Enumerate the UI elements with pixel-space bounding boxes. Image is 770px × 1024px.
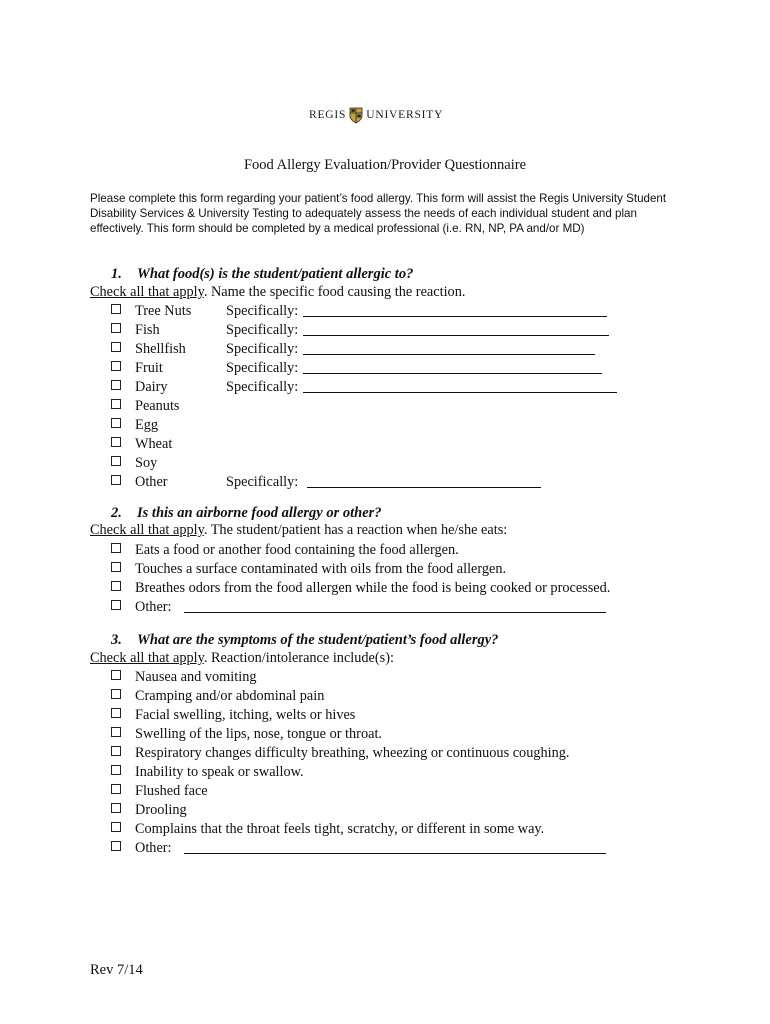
q3-option-respiratory[interactable] — [111, 744, 570, 763]
option-label: Respiratory changes difficulty breathing, wheezing or continuous coughing. — [135, 745, 570, 761]
q3-instruction — [90, 650, 394, 667]
q3-check-all: Check all that apply — [90, 650, 204, 666]
specifically-shellfish — [226, 340, 595, 359]
checkbox[interactable] — [111, 380, 121, 390]
option-label: Fish — [135, 322, 160, 338]
checkbox[interactable] — [111, 689, 121, 699]
option-label: Other: — [135, 840, 172, 856]
option-label: Drooling — [135, 802, 187, 818]
q2-check-all: Check all that apply — [90, 522, 204, 538]
checkbox[interactable] — [111, 841, 121, 851]
q1-option-shellfish[interactable] — [111, 340, 186, 359]
specifically-field[interactable] — [303, 361, 602, 374]
option-label: Breathes odors from the food allergen while the food is being cooked or processed. — [135, 580, 611, 596]
checkbox[interactable] — [111, 727, 121, 737]
checkbox[interactable] — [111, 670, 121, 680]
specifically-label: Specifically: — [226, 360, 299, 376]
checkbox[interactable] — [111, 323, 121, 333]
specifically-field[interactable] — [303, 304, 607, 317]
q1-option-egg[interactable] — [111, 416, 158, 435]
checkbox[interactable] — [111, 784, 121, 794]
q2-instruction — [90, 522, 507, 539]
specifically-label: Specifically: — [226, 341, 299, 357]
q1-option-dairy[interactable] — [111, 378, 168, 397]
checkbox[interactable] — [111, 543, 121, 553]
option-label: Fruit — [135, 360, 163, 376]
q3-number: 3. — [111, 632, 122, 648]
checkbox[interactable] — [111, 708, 121, 718]
option-label: Facial swelling, itching, welts or hives — [135, 707, 356, 723]
option-label: Egg — [135, 417, 159, 433]
q3-other-field[interactable] — [184, 841, 606, 854]
option-label: Complains that the throat feels tight, scratchy, or different in some way. — [135, 821, 545, 837]
checkbox[interactable] — [111, 600, 121, 610]
q1-instruction-text: . Name the specific food causing the reaction. — [203, 284, 466, 300]
q2-option-other[interactable] — [111, 598, 606, 617]
regis-university-logo — [309, 106, 461, 124]
q3-option-flushed-face[interactable] — [111, 782, 208, 801]
q3-option-throat-tight[interactable] — [111, 820, 544, 839]
logo-text-regis: REGIS — [309, 109, 347, 121]
checkbox[interactable] — [111, 746, 121, 756]
q1-option-other[interactable] — [111, 473, 168, 492]
option-label: Touches a surface contaminated with oils from the food allergen. — [135, 561, 507, 577]
q2-number: 2. — [111, 505, 122, 521]
q3-question: What are the symptoms of the student/patient’s food allergy? — [137, 632, 499, 648]
q3-option-other[interactable] — [111, 839, 606, 858]
option-label: Inability to speak or swallow. — [135, 764, 304, 780]
checkbox[interactable] — [111, 304, 121, 314]
q1-option-soy[interactable] — [111, 454, 157, 473]
option-label: Wheat — [135, 436, 173, 452]
checkbox[interactable] — [111, 562, 121, 572]
checkbox[interactable] — [111, 822, 121, 832]
q2-option-touches[interactable] — [111, 560, 506, 579]
q2-instruction-text: . The student/patient has a reaction when he/she eats: — [203, 522, 508, 538]
checkbox[interactable] — [111, 803, 121, 813]
q1-option-tree-nuts[interactable] — [111, 302, 191, 321]
q3-option-drooling[interactable] — [111, 801, 187, 820]
specifically-label: Specifically: — [226, 322, 299, 338]
q3-option-swelling-lips[interactable] — [111, 725, 382, 744]
option-label: Tree Nuts — [135, 303, 192, 319]
q1-heading — [111, 266, 413, 283]
q1-option-fish[interactable] — [111, 321, 160, 340]
option-label: Nausea and vomiting — [135, 669, 257, 685]
checkbox[interactable] — [111, 418, 121, 428]
option-label: Flushed face — [135, 783, 208, 799]
q1-option-wheat[interactable] — [111, 435, 172, 454]
q3-heading — [111, 632, 498, 649]
option-label: Other — [135, 474, 168, 490]
specifically-field[interactable] — [303, 323, 609, 336]
q3-option-nausea[interactable] — [111, 668, 257, 687]
specifically-fruit — [226, 359, 602, 378]
q3-instruction-text: . Reaction/intolerance include(s): — [203, 650, 394, 666]
checkbox[interactable] — [111, 399, 121, 409]
q2-option-eats[interactable] — [111, 541, 459, 560]
q3-option-facial-swelling[interactable] — [111, 706, 355, 725]
specifically-field[interactable] — [303, 380, 617, 393]
specifically-tree-nuts — [226, 302, 607, 321]
q1-option-fruit[interactable] — [111, 359, 163, 378]
q2-option-breathes[interactable] — [111, 579, 610, 598]
specifically-field[interactable] — [307, 475, 541, 488]
q2-other-field[interactable] — [184, 600, 606, 613]
q2-heading — [111, 505, 382, 522]
q3-option-inability-speak[interactable] — [111, 763, 304, 782]
checkbox[interactable] — [111, 361, 121, 371]
checkbox[interactable] — [111, 437, 121, 447]
option-label: Soy — [135, 455, 158, 471]
logo-text-university: UNIVERSITY — [366, 109, 444, 121]
option-label: Shellfish — [135, 341, 186, 357]
q1-check-all: Check all that apply — [90, 284, 204, 300]
specifically-label: Specifically: — [226, 474, 299, 490]
q1-instruction — [90, 284, 465, 301]
specifically-label: Specifically: — [226, 379, 299, 395]
specifically-field[interactable] — [303, 342, 595, 355]
intro-paragraph: Please complete this form regarding your patient’s food allergy. This form will assist the Regis University Student Disability Services & University Testing to adequately assess the needs of each individual student and plan effectively. This form should be completed by a medical professional (i.e. RN, NP, PA and/or MD) — [90, 192, 667, 235]
option-label: Other: — [135, 599, 172, 615]
q1-option-peanuts[interactable] — [111, 397, 179, 416]
option-label: Cramping and/or abdominal pain — [135, 688, 325, 704]
q1-question: What food(s) is the student/patient allergic to? — [137, 266, 414, 282]
checkbox[interactable] — [111, 581, 121, 591]
specifically-label: Specifically: — [226, 303, 299, 319]
q1-number: 1. — [111, 266, 122, 282]
option-label: Dairy — [135, 379, 168, 395]
shield-icon — [349, 107, 363, 124]
option-label: Swelling of the lips, nose, tongue or throat. — [135, 726, 382, 742]
option-label: Peanuts — [135, 398, 180, 414]
q2-question: Is this an airborne food allergy or other? — [137, 505, 382, 521]
checkbox[interactable] — [111, 765, 121, 775]
specifically-other — [226, 473, 541, 492]
specifically-dairy — [226, 378, 617, 397]
specifically-fish — [226, 321, 609, 340]
form-title: Food Allergy Evaluation/Provider Questionnaire — [243, 157, 527, 173]
checkbox[interactable] — [111, 342, 121, 352]
option-label: Eats a food or another food containing the food allergen. — [135, 542, 459, 558]
q3-option-cramping[interactable] — [111, 687, 324, 706]
checkbox[interactable] — [111, 475, 121, 485]
revision-note: Rev 7/14 — [90, 962, 143, 978]
checkbox[interactable] — [111, 456, 121, 466]
